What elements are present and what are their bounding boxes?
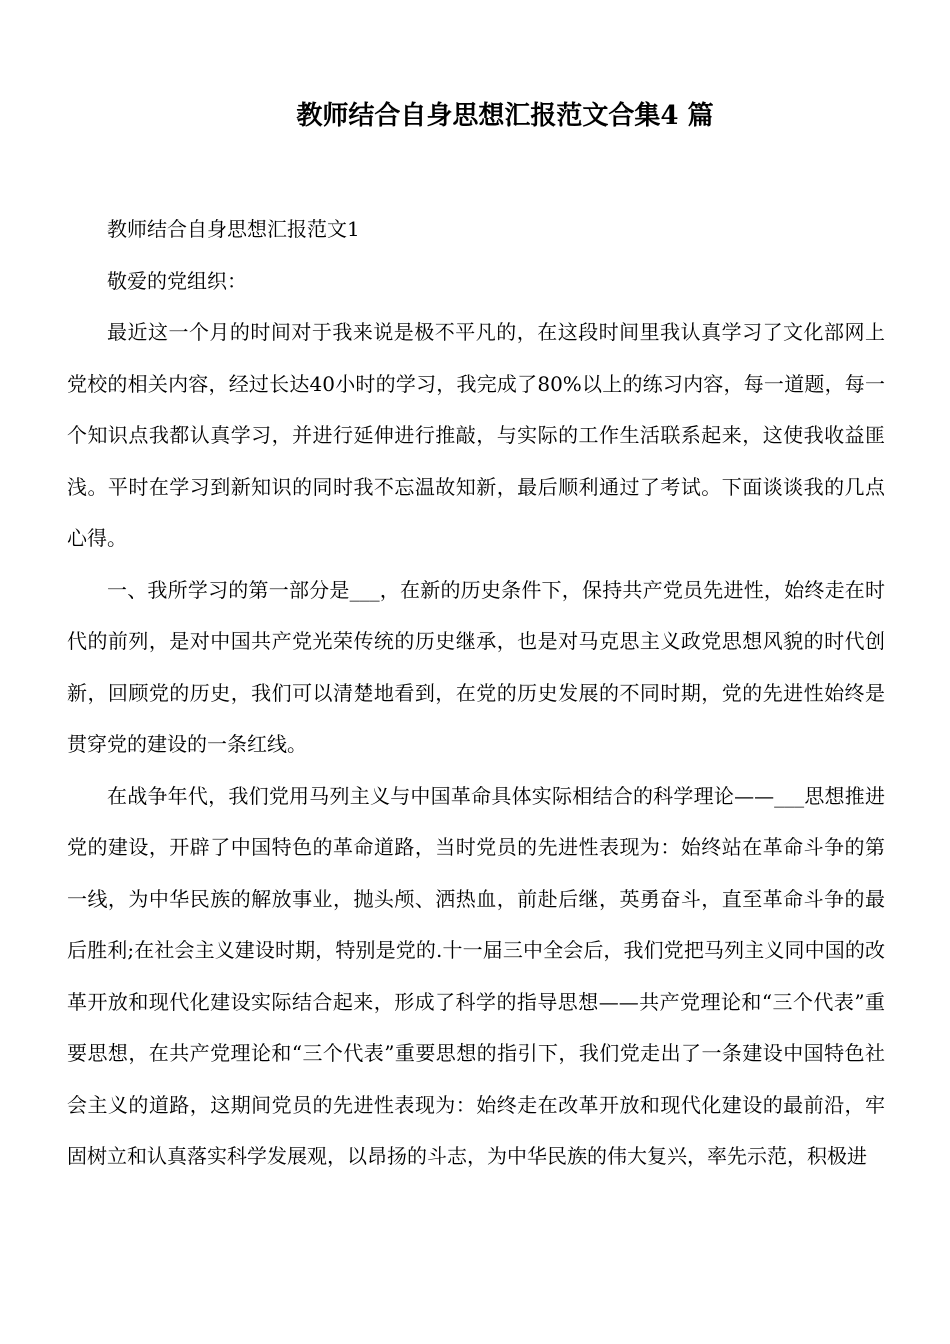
document-body [67, 204, 885, 1183]
salutation: 敬爱的党组织： [107, 268, 247, 293]
body-paragraph: 最近这一个月的时间对于我来说是极不平凡的，在这段时间里我认真学习了文化部网上党校的相关内容，经过长达40小时的学习，我完成了80%以上的练习内容，每一道题，每一个知识点我都认真学习，并进行延伸进行推敲，与实际的工作生活联系起来，这使我收益匪浅。平时在学习到新知识的同时我不忘温故知新，最后顺利通过了考试。下面谈谈我的几点心得。 [67, 320, 885, 550]
document-title: 教师结合自身思想汇报范文合集4 篇 [296, 101, 714, 131]
body-paragraph: 在战争年代，我们党用马列主义与中国革命具体实际相结合的科学理论——___思想推进党的建设，开辟了中国特色的革命道路，当时党员的先进性表现为：始终站在革命斗争的第一线，为中华民族的解放事业，抛头颅、洒热血，前赴后继，英勇奋斗，直至革命斗争的最后胜利;在社会主义建设时期，特别是党的.十一届三中全会后，我们党把马列主义同中国的改革开放和现代化建设实际结合起来，形成了科学的指导思想——共产党理论和“三个代表”重要思想，在共产党理论和“三个代表”重要思想的指引下，我们党走出了一条建设中国特色社会主义的道路，这期间党员的先进性表现为：始终走在改革开放和现代化建设的最前沿，牢固树立和认真落实科学发展观，以昂扬的斗志，为中华民族的伟大复兴，率先示范，积极进 [67, 783, 885, 1168]
body-paragraph: 一、我所学习的第一部分是___，在新的历史条件下，保持共产党员先进性，始终走在时代的前列，是对中国共产党光荣传统的历史继承，也是对马克思主义政党思想风貌的时代创新，回顾党的历史，我们可以清楚地看到，在党的历史发展的不同时期，党的先进性始终是贯穿党的建设的一条红线。 [67, 577, 885, 756]
section-heading: 教师结合自身思想汇报范文1 [107, 217, 360, 241]
